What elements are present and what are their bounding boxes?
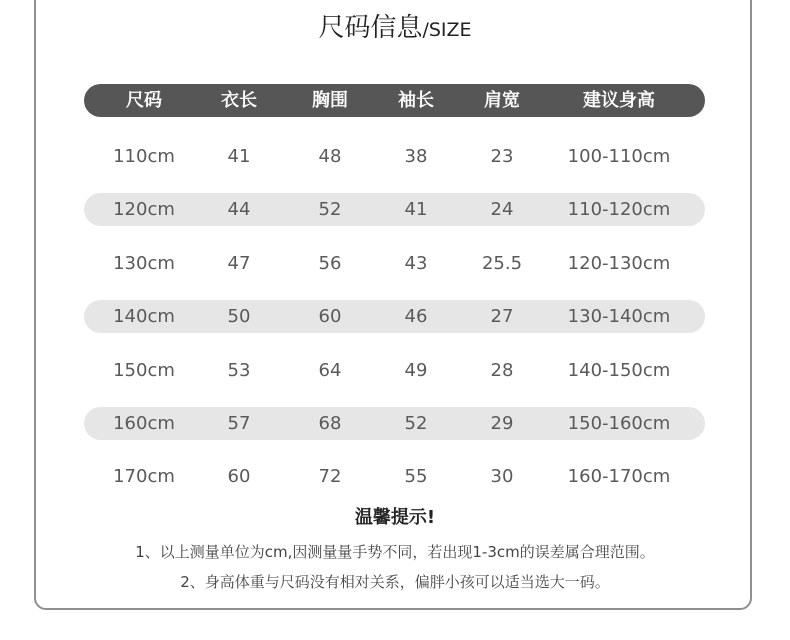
table-row (84, 354, 705, 387)
cell-sleeve: 55 (404, 466, 428, 487)
cell-height: 120-130cm (567, 253, 671, 274)
table-row (84, 193, 705, 226)
header-height: 建议身高 (583, 90, 655, 111)
cell-height: 160-170cm (567, 466, 671, 487)
table-row (84, 247, 705, 280)
title-sub: /SIZE (422, 19, 472, 41)
header-length: 衣长 (221, 90, 257, 111)
cell-size: 170cm (113, 466, 175, 487)
table-row (84, 140, 705, 173)
cell-height: 140-150cm (567, 360, 671, 381)
cell-size: 160cm (113, 413, 175, 434)
cell-chest: 48 (318, 146, 342, 167)
cell-chest: 56 (318, 253, 342, 274)
cell-size: 130cm (113, 253, 175, 274)
cell-size: 110cm (113, 146, 175, 167)
cell-chest: 68 (318, 413, 342, 434)
cell-height: 150-160cm (567, 413, 671, 434)
cell-sleeve: 41 (404, 199, 428, 220)
cell-chest: 60 (318, 306, 342, 327)
cell-shoulder: 27 (490, 306, 514, 327)
tips-line-1: 1、以上测量单位为cm,因测量量手势不同，若出现1-3cm的误差属合理范围。 (135, 543, 655, 561)
cell-length: 53 (227, 360, 251, 381)
cell-height: 110-120cm (567, 199, 671, 220)
cell-sleeve: 52 (404, 413, 428, 434)
header-size: 尺码 (126, 90, 162, 111)
cell-shoulder: 29 (490, 413, 514, 434)
cell-shoulder: 30 (490, 466, 514, 487)
cell-size: 120cm (113, 199, 175, 220)
cell-sleeve: 49 (404, 360, 428, 381)
cell-shoulder: 25.5 (481, 253, 523, 274)
cell-chest: 52 (318, 199, 342, 220)
header-chest: 胸围 (312, 90, 348, 111)
cell-length: 44 (227, 199, 251, 220)
table-row (84, 407, 705, 440)
cell-length: 41 (227, 146, 251, 167)
header-shoulder: 肩宽 (484, 90, 520, 111)
cell-chest: 72 (318, 466, 342, 487)
cell-sleeve: 46 (404, 306, 428, 327)
cell-length: 47 (227, 253, 251, 274)
cell-sleeve: 43 (404, 253, 428, 274)
cell-chest: 64 (318, 360, 342, 381)
tips-title: 温馨提示! (354, 507, 436, 528)
cell-length: 60 (227, 466, 251, 487)
cell-length: 50 (227, 306, 251, 327)
table-header (84, 84, 705, 117)
cell-shoulder: 24 (490, 199, 514, 220)
cell-height: 100-110cm (567, 146, 671, 167)
cell-shoulder: 28 (490, 360, 514, 381)
cell-size: 140cm (113, 306, 175, 327)
table-row (84, 460, 705, 493)
cell-length: 57 (227, 413, 251, 434)
page-title (0, 10, 790, 48)
title-main: 尺码信息 (318, 13, 423, 43)
header-sleeve: 袖长 (398, 90, 434, 111)
cell-size: 150cm (113, 360, 175, 381)
cell-height: 130-140cm (567, 306, 671, 327)
table-row (84, 300, 705, 333)
cell-sleeve: 38 (404, 146, 428, 167)
cell-shoulder: 23 (490, 146, 514, 167)
tips-line-2: 2、身高体重与尺码没有相对关系，偏胖小孩可以适当选大一码。 (180, 573, 610, 591)
